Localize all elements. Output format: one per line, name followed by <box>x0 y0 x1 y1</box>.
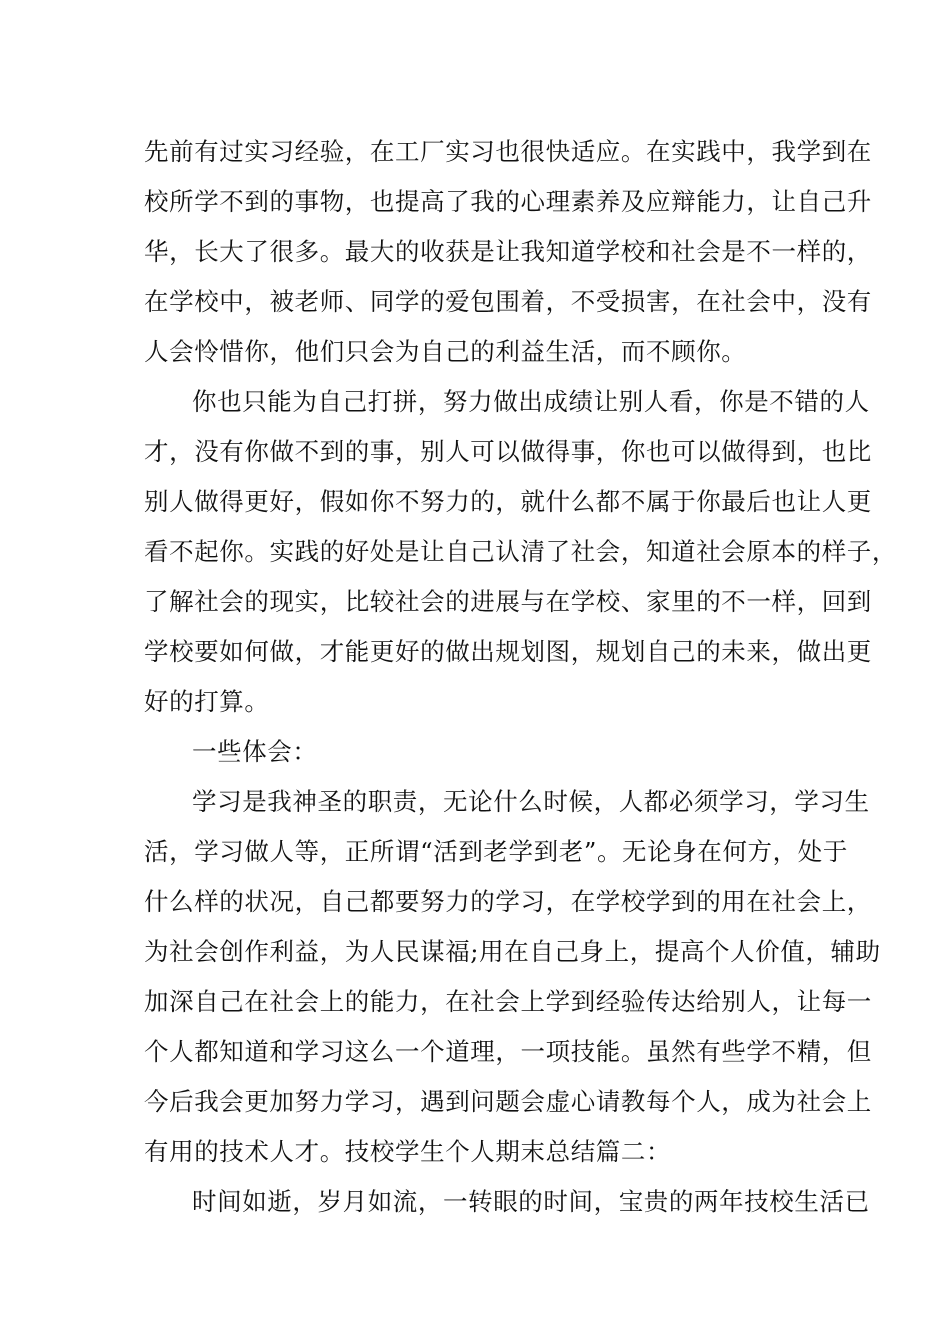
text-line: 华，长大了很多。最大的收获是让我知道学校和社会是不一样的， <box>144 237 872 266</box>
text-line: 看不起你。实践的好处是让自己认清了社会，知道社会原本的样子， <box>144 537 897 566</box>
paragraph-first-line: 时间如逝，岁月如流，一转眼的时间，宝贵的两年技校生活已 <box>192 1187 870 1216</box>
text-line: 今后我会更加努力学习，遇到问题会虚心请教每个人，成为社会上 <box>144 1087 872 1116</box>
text-line: 有用的技术人才。技校学生个人期末总结篇二： <box>144 1137 672 1166</box>
text-line: 个人都知道和学习这么一个道理，一项技能。虽然有些学不精，但 <box>144 1037 872 1066</box>
text-line: 先前有过实习经验，在工厂实习也很快适应。在实践中，我学到在 <box>144 137 872 166</box>
text-line: 加深自己在社会上的能力，在社会上学到经验传达给别人，让每一 <box>144 987 872 1016</box>
text-line: 别人做得更好，假如你不努力的，就什么都不属于你最后也让人更 <box>144 487 872 516</box>
paragraph-first-line: 你也只能为自己打拼，努力做出成绩让别人看，你是不错的人 <box>192 387 870 416</box>
text-line: 好的打算。 <box>144 687 270 716</box>
text-line: 才，没有你做不到的事，别人可以做得事，你也可以做得到，也比 <box>144 437 872 466</box>
text-line: 在学校中，被老师、同学的爱包围着，不受损害，在社会中，没有 <box>144 287 872 316</box>
text-line: 校所学不到的事物，也提高了我的心理素养及应辩能力，让自己升 <box>144 187 872 216</box>
text-line: 活，学习做人等，正所谓“活到老学到老”。无论身在何方，处于 <box>144 837 848 866</box>
text-line: 学校要如何做，才能更好的做出规划图，规划自己的未来，做出更 <box>144 637 872 666</box>
paragraph-first-line: 学习是我神圣的职责，无论什么时候，人都必须学习，学习生 <box>192 787 870 816</box>
text-line: 了解社会的现实，比较社会的进展与在学校、家里的不一样，回到 <box>144 587 872 616</box>
text-line: 什么样的状况，自己都要努力的学习，在学校学到的用在社会上， <box>144 887 872 916</box>
section-heading: 一些体会： <box>192 737 318 766</box>
text-line: 人会怜惜你，他们只会为自己的利益生活，而不顾你。 <box>144 337 747 366</box>
text-line: 为社会创作利益，为人民谋福;用在自己身上，提高个人价值，辅助 <box>144 937 881 966</box>
